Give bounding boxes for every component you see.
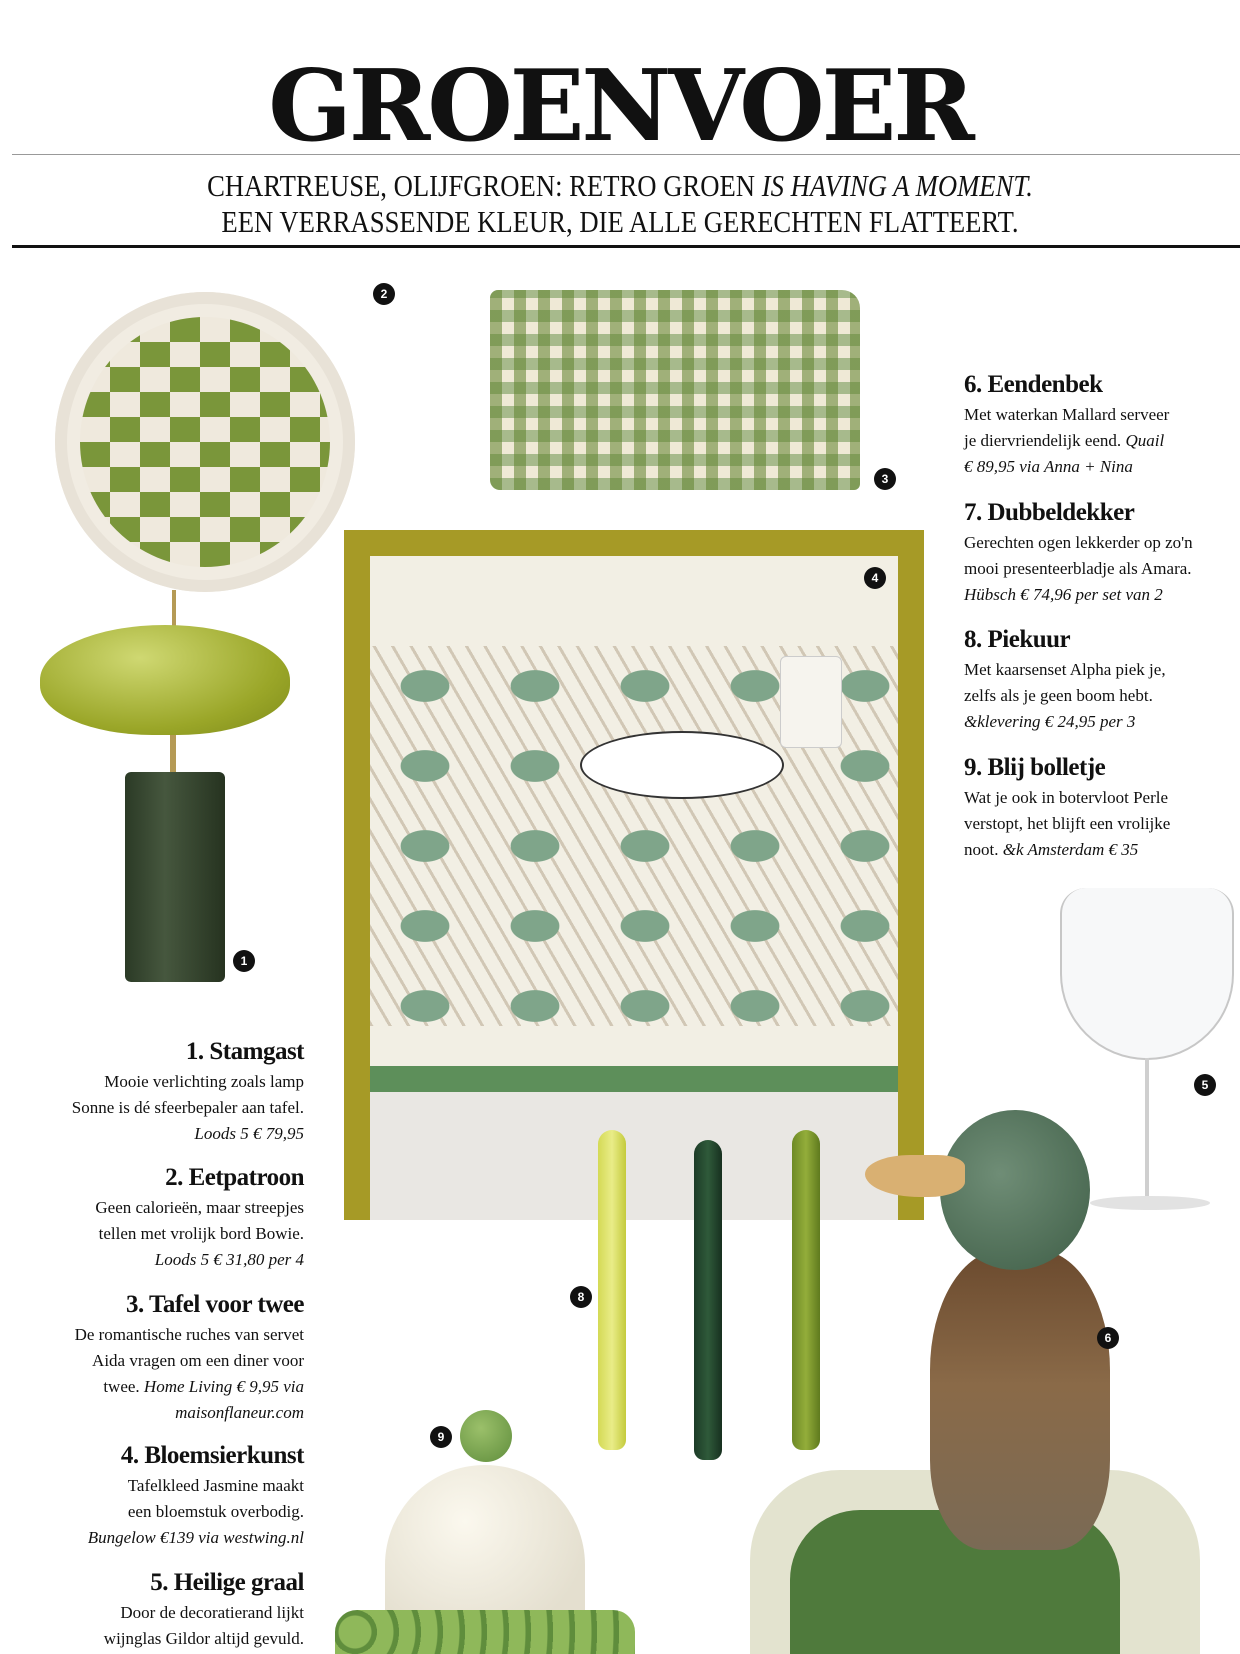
item-3 <box>30 1290 304 1426</box>
divider <box>12 245 1240 248</box>
item-9 <box>964 753 1234 863</box>
item-heading: 3. Tafel voor twee <box>125 1291 304 1318</box>
line: je diervriendelijk eend. <box>964 431 1126 450</box>
item-source: Loods 5 € 79,95 <box>194 1124 304 1143</box>
wineglass-image <box>1060 888 1234 1060</box>
line: Wat je ook in botervloot Perle <box>964 788 1168 807</box>
number-marker: 5 <box>1194 1074 1216 1096</box>
item-8 <box>964 625 1234 735</box>
line: Met waterkan Mallard serveer <box>964 405 1170 424</box>
item-heading: 4. Bloemsierkunst <box>120 1442 304 1469</box>
item-heading: 5. Heilige graal <box>150 1569 304 1596</box>
line: wijnglas Gildor altijd gevuld. <box>103 1629 304 1648</box>
line: verstopt, het blijft een vrolijke <box>964 814 1171 833</box>
page-subtitle <box>87 168 1153 240</box>
item-description <box>964 530 1234 608</box>
line: noot. <box>964 840 1003 859</box>
line: zelfs als je geen boom hebt. <box>964 686 1153 705</box>
number-marker: 2 <box>373 283 395 305</box>
number-marker: 6 <box>1097 1327 1119 1349</box>
line: Door de decoratierand lijkt <box>120 1603 304 1622</box>
item-source: Home Living € 9,95 via <box>143 1377 304 1396</box>
item-description <box>30 1600 304 1652</box>
item-description <box>30 1195 304 1273</box>
item-description <box>30 1322 304 1426</box>
line: tellen met vrolijk bord Bowie. <box>98 1224 304 1243</box>
line: De romantische ruches van servet <box>74 1325 304 1344</box>
number-marker: 1 <box>233 950 255 972</box>
number-marker: 9 <box>430 1426 452 1448</box>
item-source: &klevering € 24,95 per 3 <box>964 712 1136 731</box>
candle-image <box>792 1130 820 1450</box>
line: mooi presenteerbladje als Amara. <box>964 559 1192 578</box>
item-description <box>964 657 1234 735</box>
item-source: Hübsch € 74,96 per set van 2 <box>964 585 1163 604</box>
line: Aida vragen om een diner voor <box>92 1351 304 1370</box>
item-6 <box>964 370 1234 480</box>
duck-jug-image <box>940 1110 1090 1270</box>
subtitle-text: CHARTREUSE, OLIJFGROEN: RETRO GROEN <box>207 168 762 203</box>
napkin-image <box>490 290 860 490</box>
item-heading: 6. Eendenbek <box>964 371 1103 398</box>
item-2 <box>30 1163 304 1273</box>
line: Met kaarsenset Alpha piek je, <box>964 660 1166 679</box>
item-1 <box>30 1037 304 1147</box>
item-5 <box>30 1568 304 1652</box>
item-heading: 2. Eetpatroon <box>165 1164 304 1191</box>
item-description <box>964 785 1234 863</box>
item-description <box>30 1069 304 1147</box>
line: Mooie verlichting zoals lamp <box>104 1072 304 1091</box>
item-heading: 1. Stamgast <box>185 1038 304 1065</box>
line: een bloemstuk overbodig. <box>127 1502 304 1521</box>
plate-image <box>55 292 355 592</box>
item-heading: 9. Blij bolletje <box>964 754 1106 781</box>
butter-dish-image <box>335 1610 635 1654</box>
duck-jug-image <box>930 1250 1110 1550</box>
item-source: Loods 5 € 31,80 per 4 <box>154 1250 304 1269</box>
item-description <box>964 402 1234 480</box>
wineglass-image <box>1145 1058 1149 1198</box>
item-source: maisonflaneur.com <box>175 1403 304 1422</box>
number-marker: 3 <box>874 468 896 490</box>
candle-image <box>694 1140 722 1460</box>
item-7 <box>964 498 1234 608</box>
candle-image <box>598 1130 626 1450</box>
butter-dish-image <box>460 1410 512 1462</box>
tablecloth-image <box>370 556 898 1220</box>
item-source: Bungelow €139 via westwing.nl <box>87 1528 304 1547</box>
subtitle-text: EEN VERRASSENDE KLEUR, DIE ALLE GERECHTEN FLATTEERT. <box>221 204 1019 239</box>
lamp-image <box>172 590 176 630</box>
page-title: GROENVOER <box>268 49 972 164</box>
line: Sonne is dé sfeerbepaler aan tafel. <box>71 1098 304 1117</box>
lamp-image <box>40 625 290 735</box>
line: Tafelkleed Jasmine maakt <box>127 1476 304 1495</box>
item-source: Quail <box>1125 431 1165 450</box>
line: Gerechten ogen lekkerder op zo'n <box>964 533 1193 552</box>
number-marker: 8 <box>570 1286 592 1308</box>
item-4 <box>30 1441 304 1551</box>
item-description <box>30 1473 304 1551</box>
lamp-image <box>170 735 176 775</box>
item-source: € 89,95 via Anna + Nina <box>964 457 1133 476</box>
line: twee. <box>103 1377 144 1396</box>
divider <box>12 154 1240 155</box>
number-marker: 4 <box>864 567 886 589</box>
line: Geen calorieën, maar streepjes <box>95 1198 304 1217</box>
item-heading: 7. Dubbeldekker <box>964 499 1135 526</box>
wineglass-image <box>1090 1196 1210 1210</box>
item-source: &k Amsterdam € 35 <box>1002 840 1139 859</box>
lamp-image <box>125 772 225 982</box>
subtitle-emphasis: IS HAVING A MOMENT. <box>761 168 1033 203</box>
item-heading: 8. Piekuur <box>964 626 1071 653</box>
